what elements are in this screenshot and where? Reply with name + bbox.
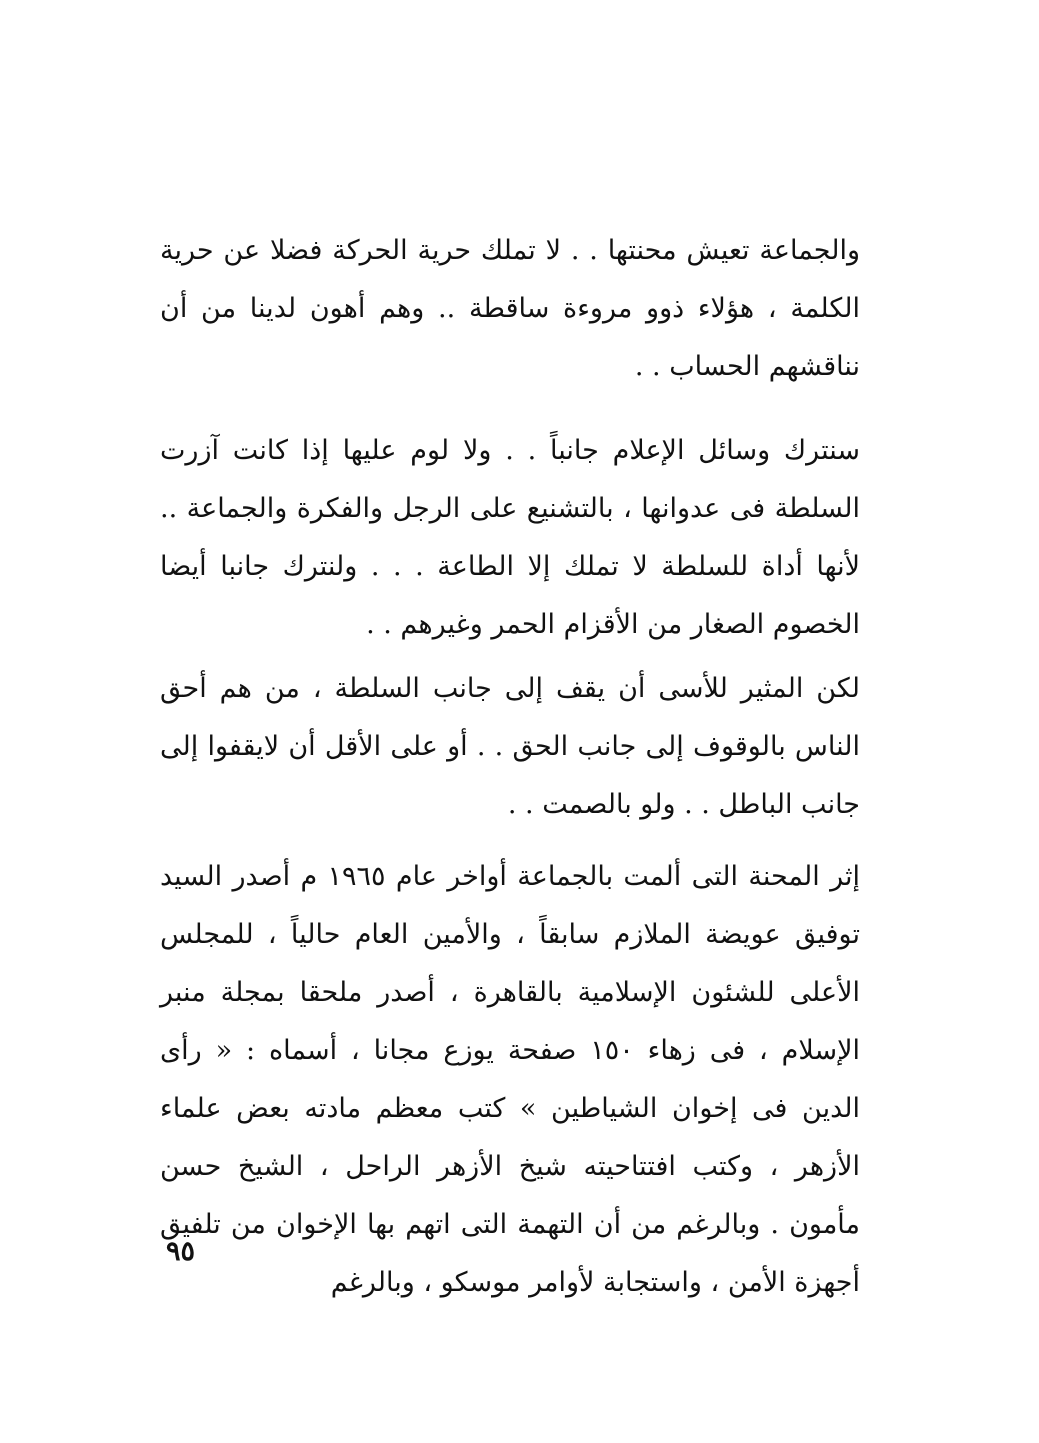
page-number: ٩٥ (166, 1236, 196, 1267)
paragraph-1 (160, 222, 860, 396)
paragraph-2-text: سنترك وسائل الإعلام جانباً . . ولا لوم عليها إذا كانت آزرت السلطة فى عدوانها ، بالتشنيع على الرجل والفكرة والجماعة .. لأنها أداة للسلطة لا تملك إلا الطاعة . . . ولنترك جانبا أيضا الخصوم الصغار من الأقزام الحمر وغيرهم . . (160, 435, 860, 640)
paragraph-4-text: إثر المحنة التى ألمت بالجماعة أواخر عام ١٩٦٥ م أصدر السيد توفيق عويضة الملازم سابقاً ، والأمين العام حالياً ، للمجلس الأعلى للشئون الإسلامية بالقاهرة ، أصدر ملحقا بمجلة منبر الإسلام ، فى زهاء ١٥٠ صفحة يوزع مجانا ، أسماه : « رأى الدين فى إخوان الشياطين » كتب معظم مادته بعض علماء الأزهر ، وكتب افتتاحيته شيخ الأزهر الراحل ، الشيخ حسن مأمون . وبالرغم من أن التهمة التى اتهم بها الإخوان من تلفيق أجهزة الأمن ، واستجابة لأوامر موسكو ، وبالرغم (160, 861, 860, 1298)
paragraph-2 (160, 422, 860, 654)
paragraph-3-text: لكن المثير للأسى أن يقف إلى جانب السلطة ، من هم أحق الناس بالوقوف إلى جانب الحق . . أو على الأقل أن لايقفوا إلى جانب الباطل . . ولو بالصمت . . (160, 673, 860, 820)
paragraph-3 (160, 660, 860, 834)
paragraph-4 (160, 848, 860, 1312)
paragraph-1-text: والجماعة تعيش محنتها . . لا تملك حرية الحركة فضلا عن حرية الكلمة ، هؤلاء ذوو مروءة ساقطة .. وهم أهون لدينا من أن نناقشهم الحساب . . (160, 235, 860, 382)
